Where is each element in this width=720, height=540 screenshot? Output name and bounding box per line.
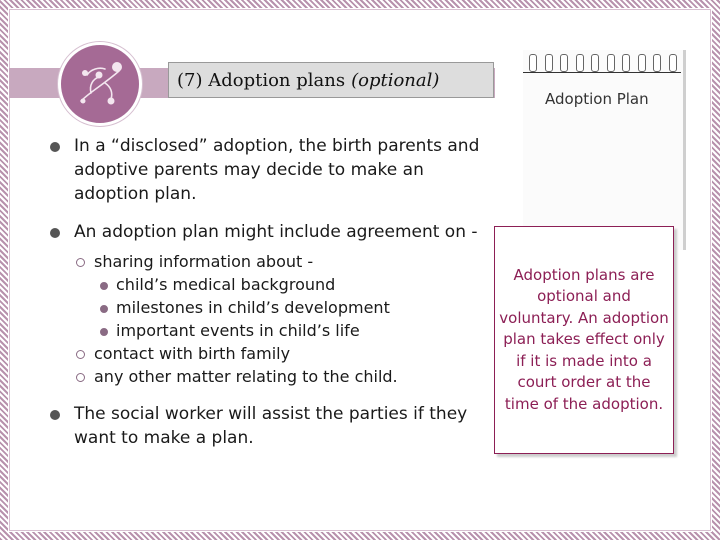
bullet-text: An adoption plan might include agreement on - — [74, 222, 478, 242]
title-main: (7) Adoption plans — [177, 69, 346, 91]
ring — [607, 54, 615, 72]
callout-text: Adoption plans are optional and voluntary. An adoption plan takes effect only if it is made into a court order at the time of the adoption. — [499, 265, 669, 413]
ring — [591, 54, 599, 72]
slide-title — [168, 62, 494, 98]
bullet-text: The social worker will assist the parties if they want to make a plan. — [74, 404, 468, 448]
title-optional: (optional) — [351, 69, 440, 91]
callout-box — [494, 226, 674, 454]
subsub-item: milestones in child’s development — [94, 296, 490, 319]
sub-item-text: sharing information about - — [94, 252, 314, 271]
ring — [576, 54, 584, 72]
ring — [669, 54, 677, 72]
bullet-item-disclosed — [50, 134, 490, 206]
subsub-list — [94, 273, 490, 342]
sub-list — [74, 250, 490, 388]
bullet-item-agreement — [50, 220, 490, 388]
bullet-list — [50, 134, 490, 464]
spiral-binding-icon — [529, 54, 677, 72]
notepad-graphic — [523, 50, 686, 250]
sub-item-contact: contact with birth family — [74, 342, 490, 365]
ring — [529, 54, 537, 72]
ring — [560, 54, 568, 72]
sub-item-sharing — [74, 250, 490, 342]
ring — [653, 54, 661, 72]
subsub-item: child’s medical background — [94, 273, 490, 296]
ring — [622, 54, 630, 72]
floral-ornament-icon — [58, 42, 142, 126]
ring — [545, 54, 553, 72]
sub-item-other: any other matter relating to the child. — [74, 365, 490, 388]
notepad-top-line — [523, 72, 681, 73]
subsub-item: important events in child’s life — [94, 319, 490, 342]
bullet-text: In a “disclosed” adoption, the birth parents and adoptive parents may decide to make an adoption plan. — [74, 136, 480, 204]
ring — [638, 54, 646, 72]
notepad-title: Adoption Plan — [545, 90, 649, 108]
bullet-item-social-worker — [50, 402, 490, 450]
